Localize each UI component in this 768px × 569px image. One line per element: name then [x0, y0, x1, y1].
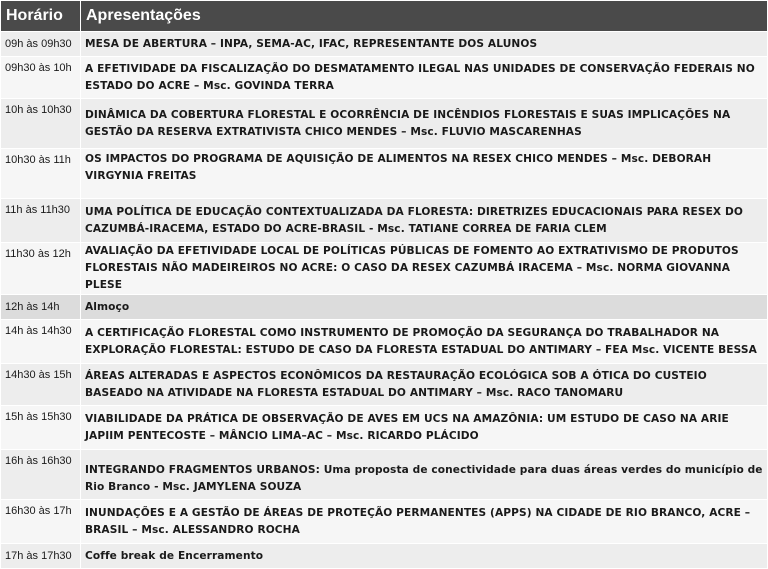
header-time: Horário	[1, 1, 81, 32]
table-row	[1, 406, 768, 450]
table-row	[1, 57, 768, 99]
presentation-cell: OS IMPACTOS DO PROGRAMA DE AQUISIÇÃO DE ALIMENTOS NA RESEX CHICO MENDES – Msc. DEBORAH VIRGYNIA FREITAS	[81, 149, 768, 199]
table-row	[1, 99, 768, 149]
time-cell: 09h às 09h30	[1, 32, 81, 57]
table-row	[1, 364, 768, 406]
presentation-cell: DINÂMICA DA COBERTURA FLORESTAL E OCORRÊNCIA DE INCÊNDIOS FLORESTAIS E SUAS IMPLICAÇÕES NA GESTÃO DA RESERVA EXTRATIVISTA CHICO MENDES – Msc. FLUVIO MASCARENHAS	[81, 99, 768, 149]
time-cell: 16h às 16h30	[1, 450, 81, 500]
table-row	[1, 32, 768, 57]
table-row	[1, 450, 768, 500]
time-cell: 09h30 às 10h	[1, 57, 81, 99]
time-cell: 10h30 às 11h	[1, 149, 81, 199]
time-cell: 11h às 11h30	[1, 199, 81, 243]
presentation-cell: Almoço	[81, 295, 768, 320]
table-row	[1, 243, 768, 295]
time-cell: 15h às 15h30	[1, 406, 81, 450]
header-presentations: Apresentações	[81, 1, 768, 32]
table-row	[1, 149, 768, 199]
presentation-cell: INUNDAÇÕES E A GESTÃO DE ÁREAS DE PROTEÇÃO PERMANENTES (APPS) NA CIDADE DE RIO BRANCO, ACRE – BRASIL – Msc. ALESSANDRO ROCHA	[81, 500, 768, 544]
time-cell: 16h30 às 17h	[1, 500, 81, 544]
presentation-cell: Coffe break de Encerramento	[81, 544, 768, 569]
time-cell: 14h às 14h30	[1, 320, 81, 364]
table-header-row	[1, 1, 768, 32]
time-cell: 17h às 17h30	[1, 544, 81, 569]
presentation-cell: A EFETIVIDADE DA FISCALIZAÇÃO DO DESMATAMENTO ILEGAL NAS UNIDADES DE CONSERVAÇÃO FEDERAIS NO ESTADO DO ACRE – Msc. GOVINDA TERRA	[81, 57, 768, 99]
presentation-cell: AVALIAÇÃO DA EFETIVIDADE LOCAL DE POLÍTICAS PÚBLICAS DE FOMENTO AO EXTRATIVISMO DE PRODUTOS FLORESTAIS NÃO MADEIREIROS NO ACRE: O CASO DA RESEX CAZUMBÁ IRACEMA – Msc. NORMA GIOVANNA PLESE	[81, 243, 768, 295]
presentation-cell: MESA DE ABERTURA – INPA, SEMA-AC, IFAC, REPRESENTANTE DOS ALUNOS	[81, 32, 768, 57]
time-cell: 11h30 às 12h	[1, 243, 81, 295]
time-cell: 12h às 14h	[1, 295, 81, 320]
table-row	[1, 320, 768, 364]
presentation-cell: UMA POLÍTICA DE EDUCAÇÃO CONTEXTUALIZADA DA FLORESTA: DIRETRIZES EDUCACIONAIS PARA RESEX DO CAZUMBÁ-IRACEMA, ESTADO DO ACRE-BRASIL - Msc. TATIANE CORREA DE FARIA CLEM	[81, 199, 768, 243]
presentation-cell: VIABILIDADE DA PRÁTICA DE OBSERVAÇÃO DE AVES EM UCS NA AMAZÔNIA: UM ESTUDO DE CASO NA ARIE JAPIIM PENTECOSTE – MÂNCIO LIMA–AC – Msc. RICARDO PLÁCIDO	[81, 406, 768, 450]
time-cell: 14h30 às 15h	[1, 364, 81, 406]
table-row	[1, 544, 768, 569]
presentation-cell: INTEGRANDO FRAGMENTOS URBANOS: Uma proposta de conectividade para duas áreas verdes do município de Rio Branco - Msc. JAMYLENA SOUZA	[81, 450, 768, 500]
table-row	[1, 199, 768, 243]
table-row	[1, 500, 768, 544]
table-row	[1, 295, 768, 320]
time-cell: 10h às 10h30	[1, 99, 81, 149]
presentation-cell: A CERTIFICAÇÃO FLORESTAL COMO INSTRUMENTO DE PROMOÇÃO DA SEGURANÇA DO TRABALHADOR NA EXPLORAÇÃO FLORESTAL: ESTUDO DE CASO DA FLORESTA ESTADUAL DO ANTIMARY – FEA Msc. VICENTE BESSA	[81, 320, 768, 364]
presentation-cell: ÁREAS ALTERADAS E ASPECTOS ECONÔMICOS DA RESTAURAÇÃO ECOLÓGICA SOB A ÓTICA DO CUSTEIO BASEADO NA ATIVIDADE NA FLORESTA ESTADUAL DO ANTIMARY – Msc. RACO TANOMARU	[81, 364, 768, 406]
